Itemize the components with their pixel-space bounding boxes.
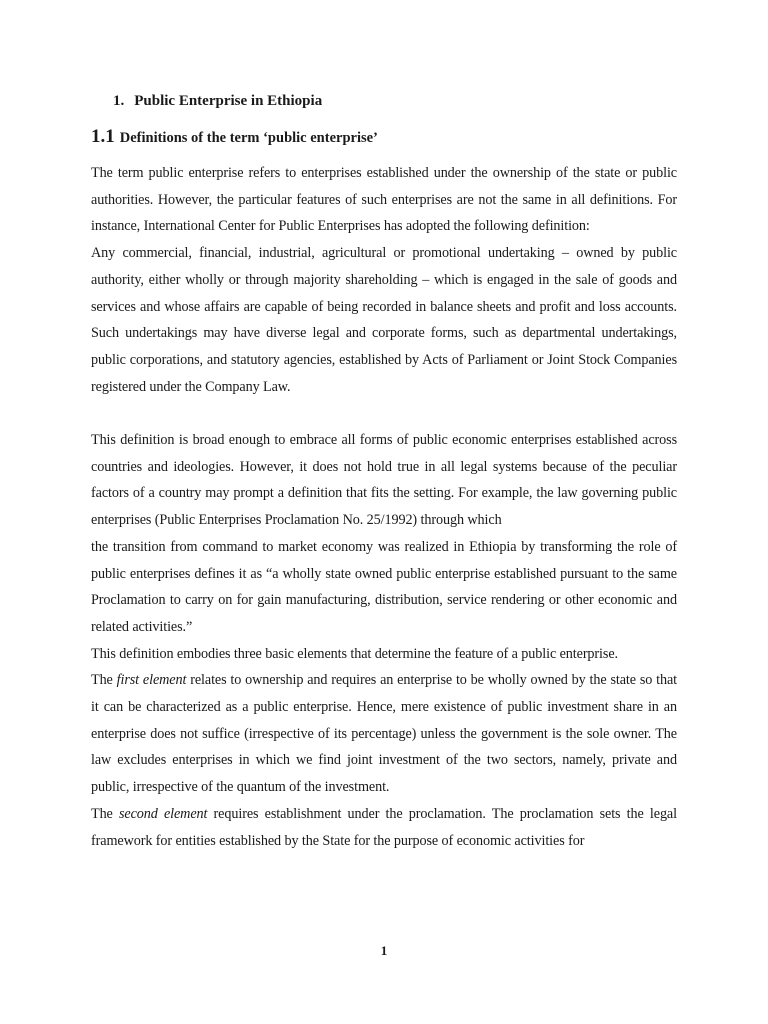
paragraph-second-element <box>91 801 677 854</box>
paragraph-three-elements: This definition embodies three basic elements that determine the feature of a public enterprise. <box>91 645 618 662</box>
body-text <box>91 160 677 854</box>
paragraph-first-element <box>91 667 677 801</box>
section-number: 1. <box>113 93 125 109</box>
second-element-pre: The <box>91 805 119 822</box>
subsection-title: Definitions of the term ‘public enterprise’ <box>119 130 378 146</box>
section-title: Public Enterprise in Ethiopia <box>134 93 323 109</box>
subsection-number: 1.1 <box>91 126 115 147</box>
subsection-heading <box>91 126 378 148</box>
section-heading <box>113 93 322 110</box>
first-element-term: first element <box>116 672 187 689</box>
page-number: 1 <box>380 943 388 958</box>
first-element-post: relates to ownership and requires an enterprise to be wholly owned by the state so that it can be characterized as a public enterprise. Hence, mere existence of public investment share in an enterprise does not suffice (irrespective of its percentage) unless the government is the sole owner. The law excludes enterprises in which we find joint investment of the two sectors, namely, private and public, irrespective of the quantum of the investment. <box>91 672 677 796</box>
paragraph-intro: The term public enterprise refers to enterprises established under the ownership of the state or public authorities. However, the particular features of such enterprises are not the same in all definitions. For instance, International Center for Public Enterprises has adopted the following definition: <box>91 165 677 235</box>
first-element-pre: The <box>91 672 117 689</box>
paragraph-proclamation: the transition from command to market economy was realized in Ethiopia by transforming the role of public enterprises defines it as “a wholly state owned public enterprise established pursuant to the same Proclamation to carry on for gain manufacturing, distribution, service rendering or other economic and related activities.” <box>91 538 677 635</box>
paragraph-definition-quote: Any commercial, financial, industrial, agricultural or promotional undertaking – owned by public authority, either wholly or through majority shareholding – which is engaged in the sale of goods and services and whose affairs are capable of being recorded in balance sheets and profit and loss accounts. Such undertakings may have diverse legal and corporate forms, such as departmental undertakings, public corporations, and statutory agencies, established by Acts of Parliament or Joint Stock Companies registered under the Company Law. <box>91 245 677 395</box>
second-element-post: requires establishment under the proclamation. The proclamation sets the legal framework for entities established by the State for the purpose of economic activities for <box>91 805 677 849</box>
second-element-term: second element <box>118 805 208 822</box>
paragraph-scope: This definition is broad enough to embrace all forms of public economic enterprises established across countries and ideologies. However, it does not hold true in all legal systems because of the peculiar factors of a country may prompt a definition that fits the setting. For example, the law governing public enterprises (Public Enterprises Proclamation No. 25/1992) through which <box>91 432 677 529</box>
